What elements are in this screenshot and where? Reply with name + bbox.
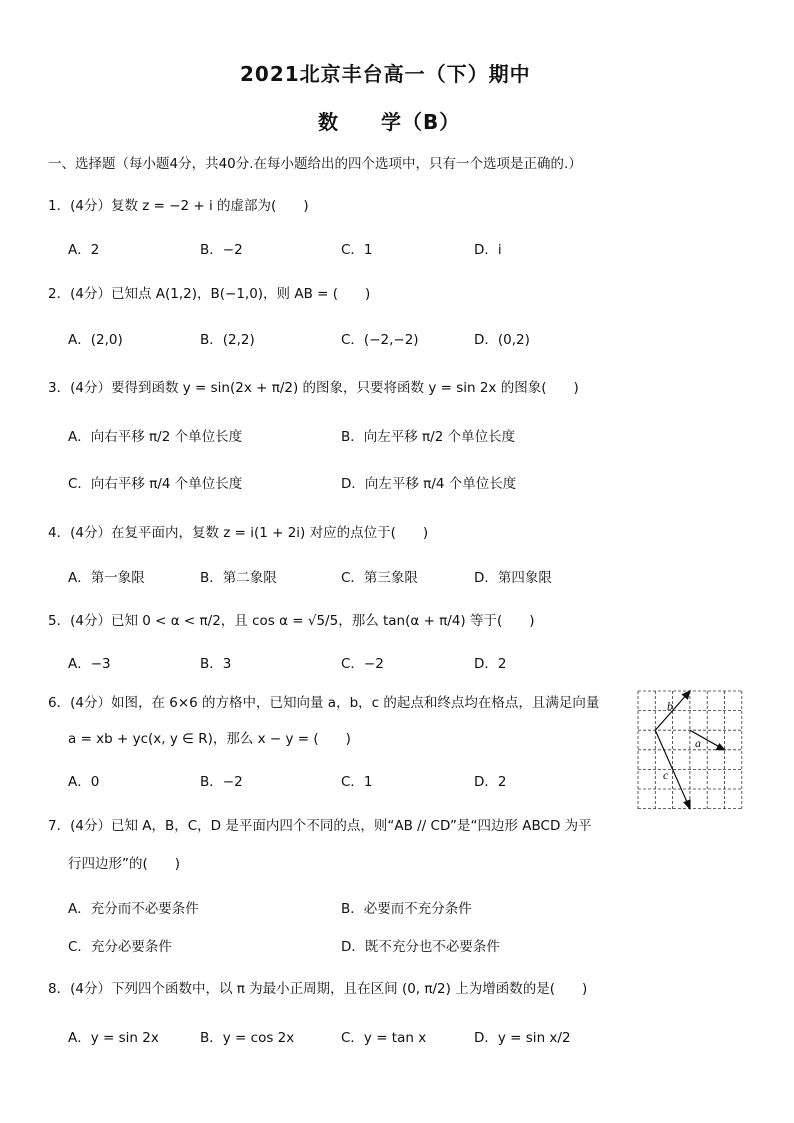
question-7-option-c: C．充分必要条件 (68, 939, 172, 955)
page-subtitle: 数 学（B） (318, 110, 461, 134)
question-8-option-c: C．y = tan x (341, 1030, 427, 1046)
question-1-option-b: B．−2 (200, 242, 243, 258)
question-7-option-b: B．必要而不充分条件 (341, 901, 472, 917)
question-1-option-d: D．i (474, 242, 502, 258)
question-5-option-c: C．−2 (341, 656, 384, 672)
vector-b-label: b (667, 699, 673, 713)
question-6-option-a: A．0 (68, 774, 100, 790)
question-2-option-a: A．(2,0) (68, 332, 123, 348)
question-7-stem-continued: 行四边形”的( ) (68, 856, 181, 872)
question-3-option-b: B．向左平移 π/2 个单位长度 (341, 429, 516, 445)
question-7-option-d: D．既不充分也不必要条件 (341, 939, 500, 955)
question-8-option-d: D．y = sin x/2 (474, 1030, 571, 1046)
question-3-option-c: C．向右平移 π/4 个单位长度 (68, 476, 243, 492)
question-6-stem: 6．(4分）如图，在 6×6 的方格中，已知向量 a，b，c 的起点和终点均在格点，且满足向量 (48, 695, 600, 711)
question-3-stem: 3．(4分）要得到函数 y = sin(2x + π/2) 的图象，只要将函数 y = sin 2x 的图象( ) (48, 380, 579, 396)
question-1-option-a: A．2 (68, 242, 100, 258)
question-3-option-d: D．向左平移 π/4 个单位长度 (341, 476, 517, 492)
question-2-stem: 2．(4分）已知点 A(1,2)，B(−1,0)，则 AB = ( ) (48, 286, 371, 302)
vector-a-arrowhead (717, 744, 725, 750)
page-title: 2021北京丰台高一（下）期中 (240, 62, 531, 86)
question-2-option-d: D．(0,2) (474, 332, 530, 348)
vector-grid-figure (637, 690, 743, 810)
question-2-option-c: C．(−2,−2) (341, 332, 419, 348)
section-header: 一、选择题（每小题4分，共40分.在每小题给出的四个选项中，只有一个选项是正确的.） (48, 156, 582, 172)
question-6-option-c: C．1 (341, 774, 373, 790)
question-1-stem: 1．(4分）复数 z = −2 + i 的虚部为( ) (48, 198, 309, 214)
question-5-stem: 5．(4分）已知 0 < α < π/2，且 cos α = √5/5，那么 tan(α + π/4) 等于( ) (48, 613, 535, 629)
question-6-stem-continued: a = xb + yc(x, y ∈ R)，那么 x − y = ( ) (68, 731, 351, 747)
question-5-option-b: B．3 (200, 656, 232, 672)
vector-a-label: a (695, 736, 701, 750)
vector-c-arrowhead (684, 800, 690, 809)
question-5-option-d: D．2 (474, 656, 507, 672)
vector-c-label: c (663, 768, 669, 782)
question-8-option-b: B．y = cos 2x (200, 1030, 295, 1046)
question-8-stem: 8．(4分）下列四个函数中，以 π 为最小正周期，且在区间 (0, π/2) 上为增函数的是( ) (48, 981, 588, 997)
question-7-option-a: A．充分而不必要条件 (68, 901, 199, 917)
question-3-option-a: A．向右平移 π/2 个单位长度 (68, 429, 243, 445)
question-6-option-d: D．2 (474, 774, 507, 790)
question-4-option-a: A．第一象限 (68, 570, 145, 586)
question-1-option-c: C．1 (341, 242, 373, 258)
question-4-option-b: B．第二象限 (200, 570, 277, 586)
question-8-option-a: A．y = sin 2x (68, 1030, 159, 1046)
question-4-stem: 4．(4分）在复平面内，复数 z = i(1 + 2i) 对应的点位于( ) (48, 525, 429, 541)
question-4-option-c: C．第三象限 (341, 570, 418, 586)
question-5-option-a: A．−3 (68, 656, 111, 672)
question-6-option-b: B．−2 (200, 774, 243, 790)
question-2-option-b: B．(2,2) (200, 332, 255, 348)
question-4-option-d: D．第四象限 (474, 570, 552, 586)
question-7-stem: 7．(4分）已知 A，B，C，D 是平面内四个不同的点，则“AB // CD”是“四边形 ABCD 为平 (48, 818, 592, 834)
